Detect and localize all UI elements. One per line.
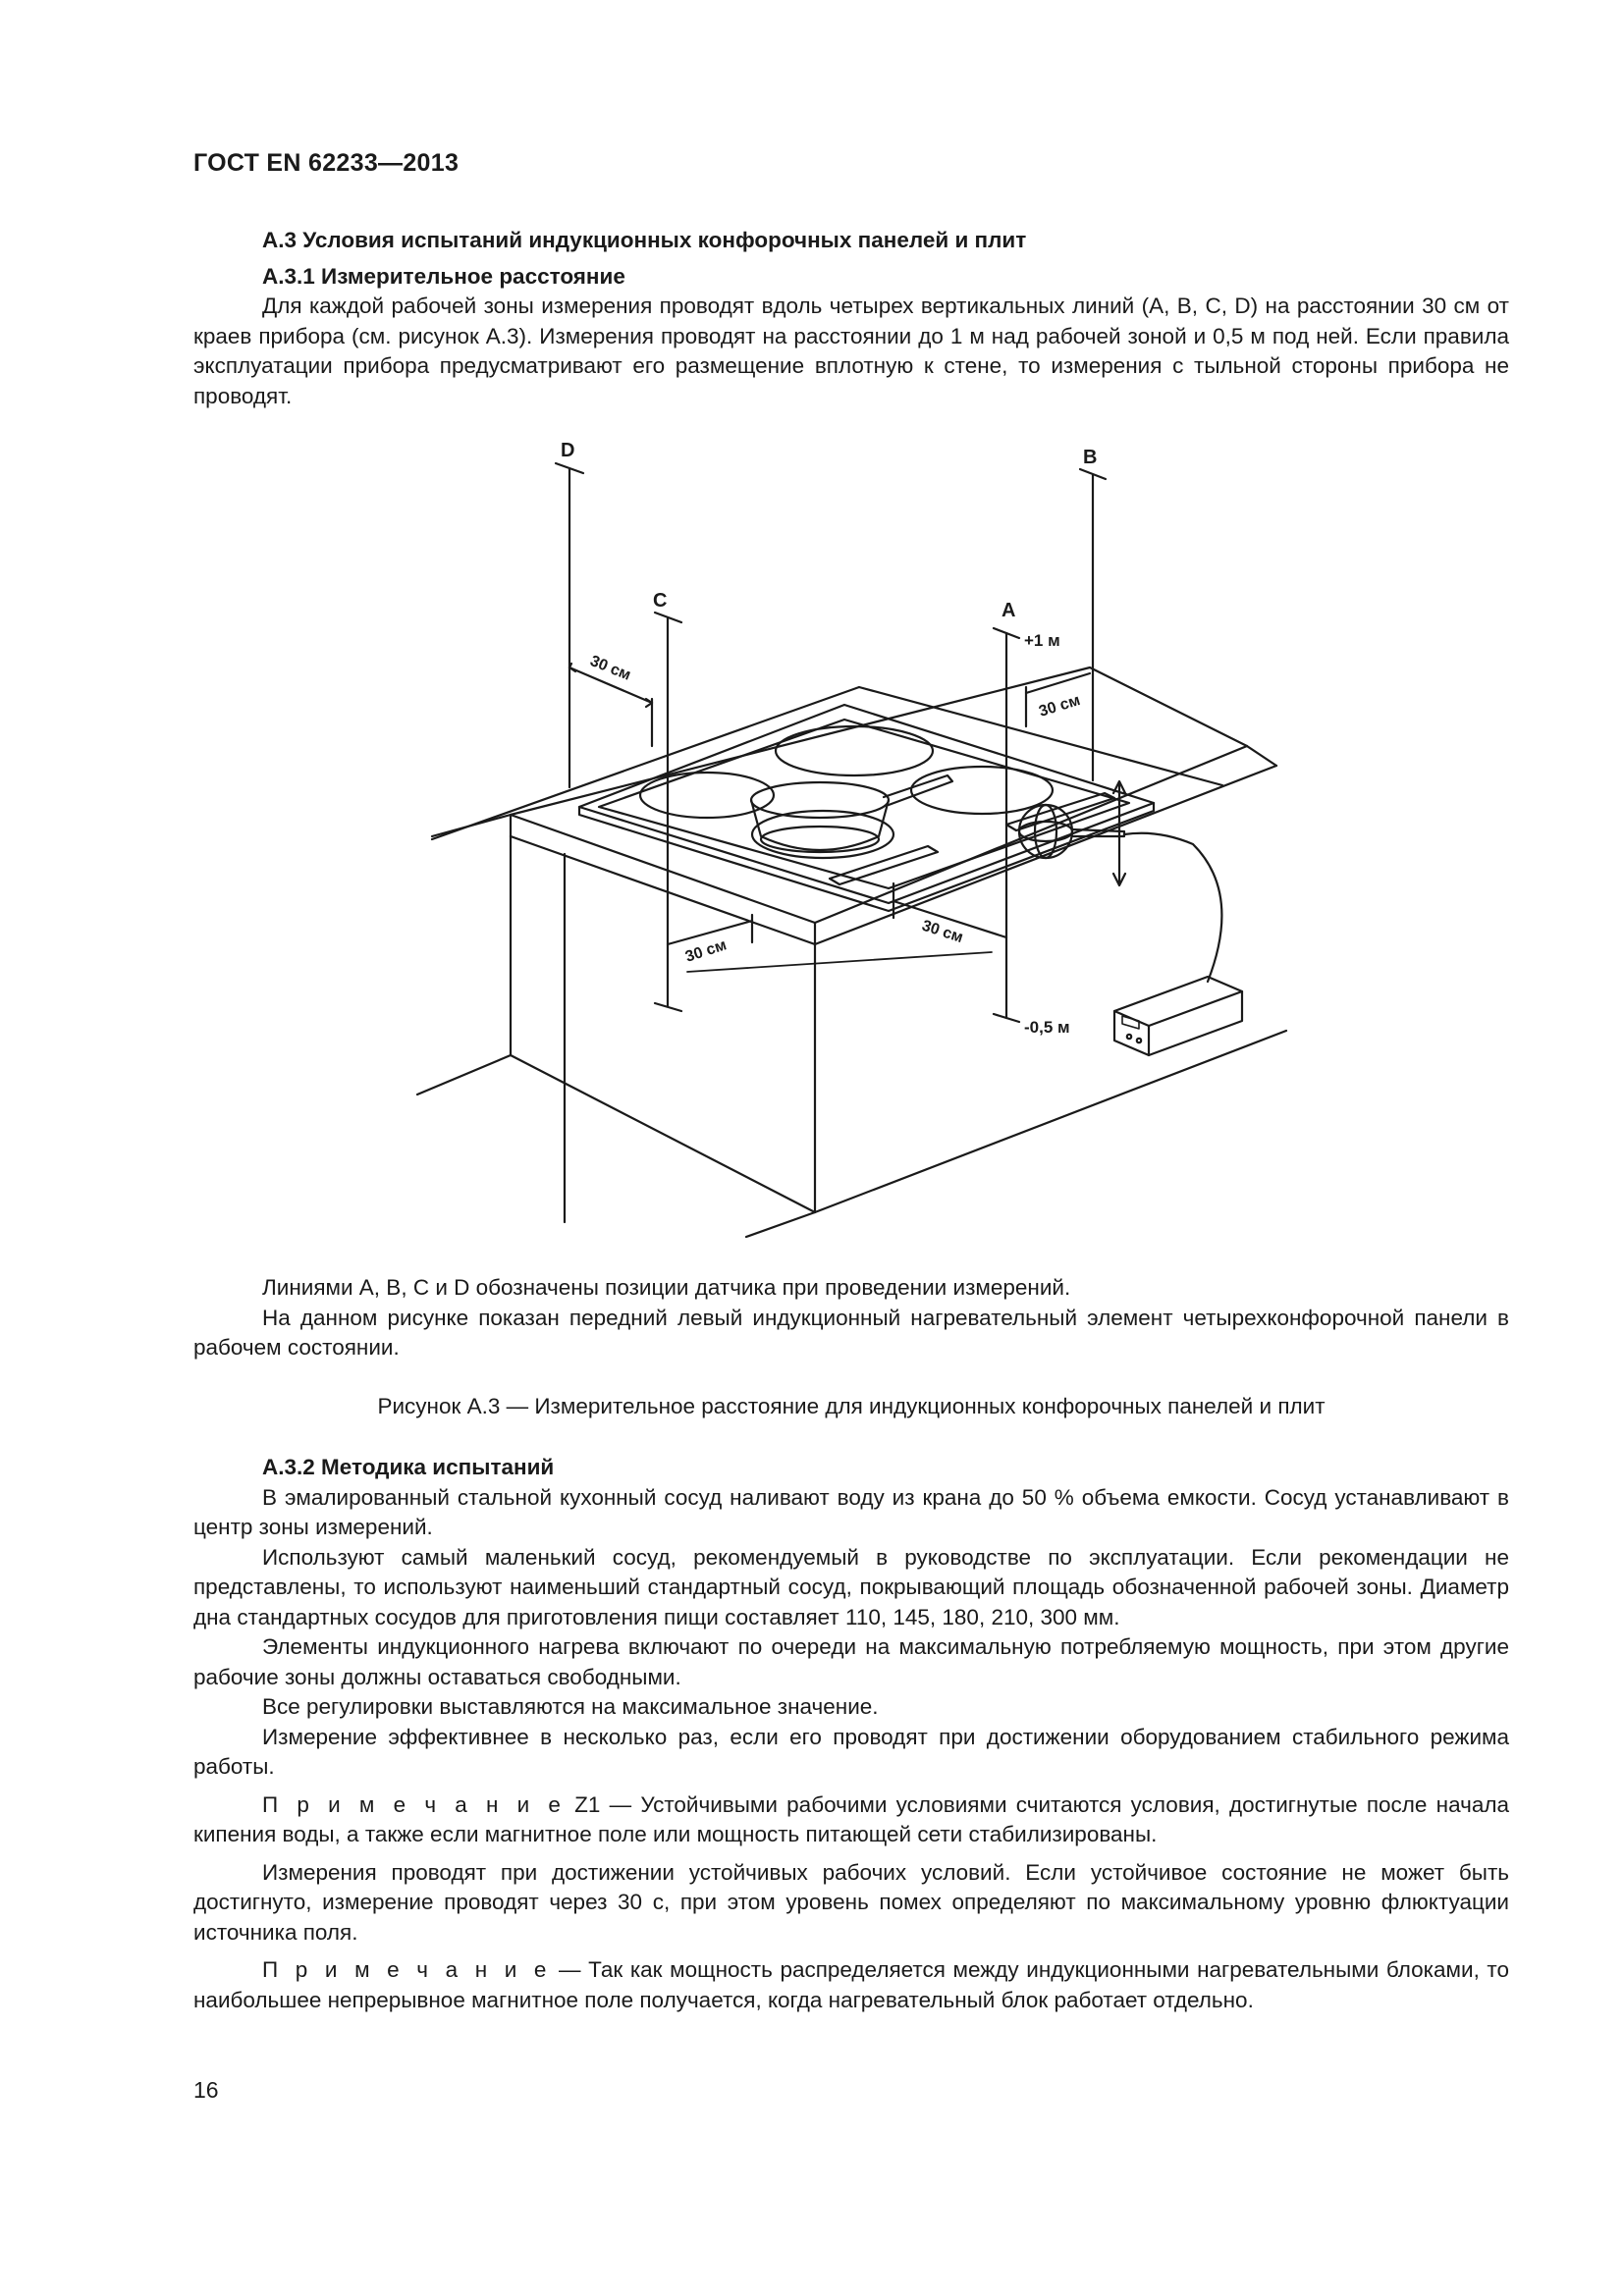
section-a32 xyxy=(193,1453,1509,2015)
note-2-label: П р и м е ч а н и е xyxy=(262,1957,552,1982)
label-plus-1m: +1 м xyxy=(1024,631,1060,650)
label-c: C xyxy=(653,590,668,612)
paragraph-4: Все регулировки выставляются на максимальное значение. xyxy=(262,1694,879,1719)
page-number: 16 xyxy=(193,2077,219,2103)
floor-left xyxy=(417,1055,511,1095)
burner-right xyxy=(911,767,1053,814)
figure-note-1: Линиями А, В, С и D обозначены позиции датчика при проведении измерений. xyxy=(262,1275,1071,1300)
burner-back xyxy=(776,726,933,775)
cabinet-bottom xyxy=(511,1031,1286,1212)
paragraph-5: Измерение эффективнее в несколько раз, если его проводят при достижении оборудованием стабильного режима работы. xyxy=(193,1724,1509,1779)
label-a: A xyxy=(1001,600,1016,621)
note-1-label: П р и м е ч а н и е xyxy=(262,1791,566,1817)
note-2-text: — Так как мощность распределяется между индукционными нагревательными блоками, то наибольшее непрерывное магнитное поле получается, когда нагревательный блок работает отдельно. xyxy=(193,1957,1509,2012)
section-a32-title: А.3.2 Методика испытаний xyxy=(262,1455,555,1479)
counter-right-side xyxy=(1247,746,1276,766)
label-b: B xyxy=(1083,447,1098,468)
paragraph-2: Используют самый маленький сосуд, рекомендуемый в руководстве по эксплуатации. Если рекомендации не представлены, то используют наименьший стандартный сосуд, покрывающий площадь обозначенной рабочей зоны. Диаметр дна стандартных сосудов для приготовления пищи составляет 110, 145, 180, 210, 300 мм. xyxy=(193,1544,1509,1629)
dim-30cm-upper-left: 30 см xyxy=(587,652,633,684)
document-code: ГОСТ EN 62233—2013 xyxy=(193,149,460,177)
figure-notes xyxy=(193,1273,1509,1363)
label-minus-05m: -0,5 м xyxy=(1024,1018,1070,1037)
section-a3-title: А.3 Условия испытаний индукционных конфорочных панелей и плит xyxy=(262,228,1027,252)
figure-note-2: На данном рисунке показан передний левый индукционный нагревательный элемент четырехконфорочной панели в рабочем состоянии. xyxy=(193,1305,1509,1360)
paragraph-1: В эмалированный стальной кухонный сосуд наливают воду из крана до 50 % объема емкости. Сосуд устанавливают в центр зоны измерений. xyxy=(193,1484,1509,1539)
paragraph-3: Элементы индукционного нагрева включают по очереди на максимальную потребляемую мощность, при этом другие рабочие зоны должны оставаться свободными. xyxy=(193,1634,1509,1689)
dim-30cm-lower-left: 30 см xyxy=(682,936,730,966)
note-1-text: Z1 — Устойчивыми рабочими условиями считаются условия, достигнутые после начала кипения воды, а также если магнитное поле или мощность питающей сети стабилизированы. xyxy=(193,1791,1509,1846)
dim-30cm-lower-right: 30 см xyxy=(919,917,965,947)
paragraph-6: Измерения проводят при достижении устойчивых рабочих условий. Если устойчивое состояние не может быть достигнуто, измерение проводят через 30 с, при этом уровень помех определяют по максимальному уровню флюктуации источника поля. xyxy=(193,1859,1509,1945)
pan-body xyxy=(751,800,889,850)
hob-inner xyxy=(599,720,1129,888)
section-a31-text: Для каждой рабочей зоны измерения проводят вдоль четырех вертикальных линий (А, В, С, D) на расстоянии 30 см от краев прибора (см. рисунок А.3). Измерения проводят на расстоянии до 1 м над рабочей зоной и 0,5 м под ней. Если правила эксплуатации прибора предусматривают его размещение вплотную к стене, то измерения с тыльной стороны прибора не проводят. xyxy=(193,294,1509,408)
figure-caption: Рисунок А.3 — Измерительное расстояние для индукционных конфорочных панелей и плит xyxy=(377,1394,1326,1418)
dim-30cm-upper-right: 30 см xyxy=(1037,692,1083,721)
floor-front xyxy=(746,1212,815,1237)
section-a31-title: А.3.1 Измерительное расстояние xyxy=(262,263,625,289)
note-2 xyxy=(193,1955,1509,2015)
sensor-cable xyxy=(1124,833,1221,982)
label-d: D xyxy=(561,440,575,461)
note-1 xyxy=(193,1790,1509,1850)
